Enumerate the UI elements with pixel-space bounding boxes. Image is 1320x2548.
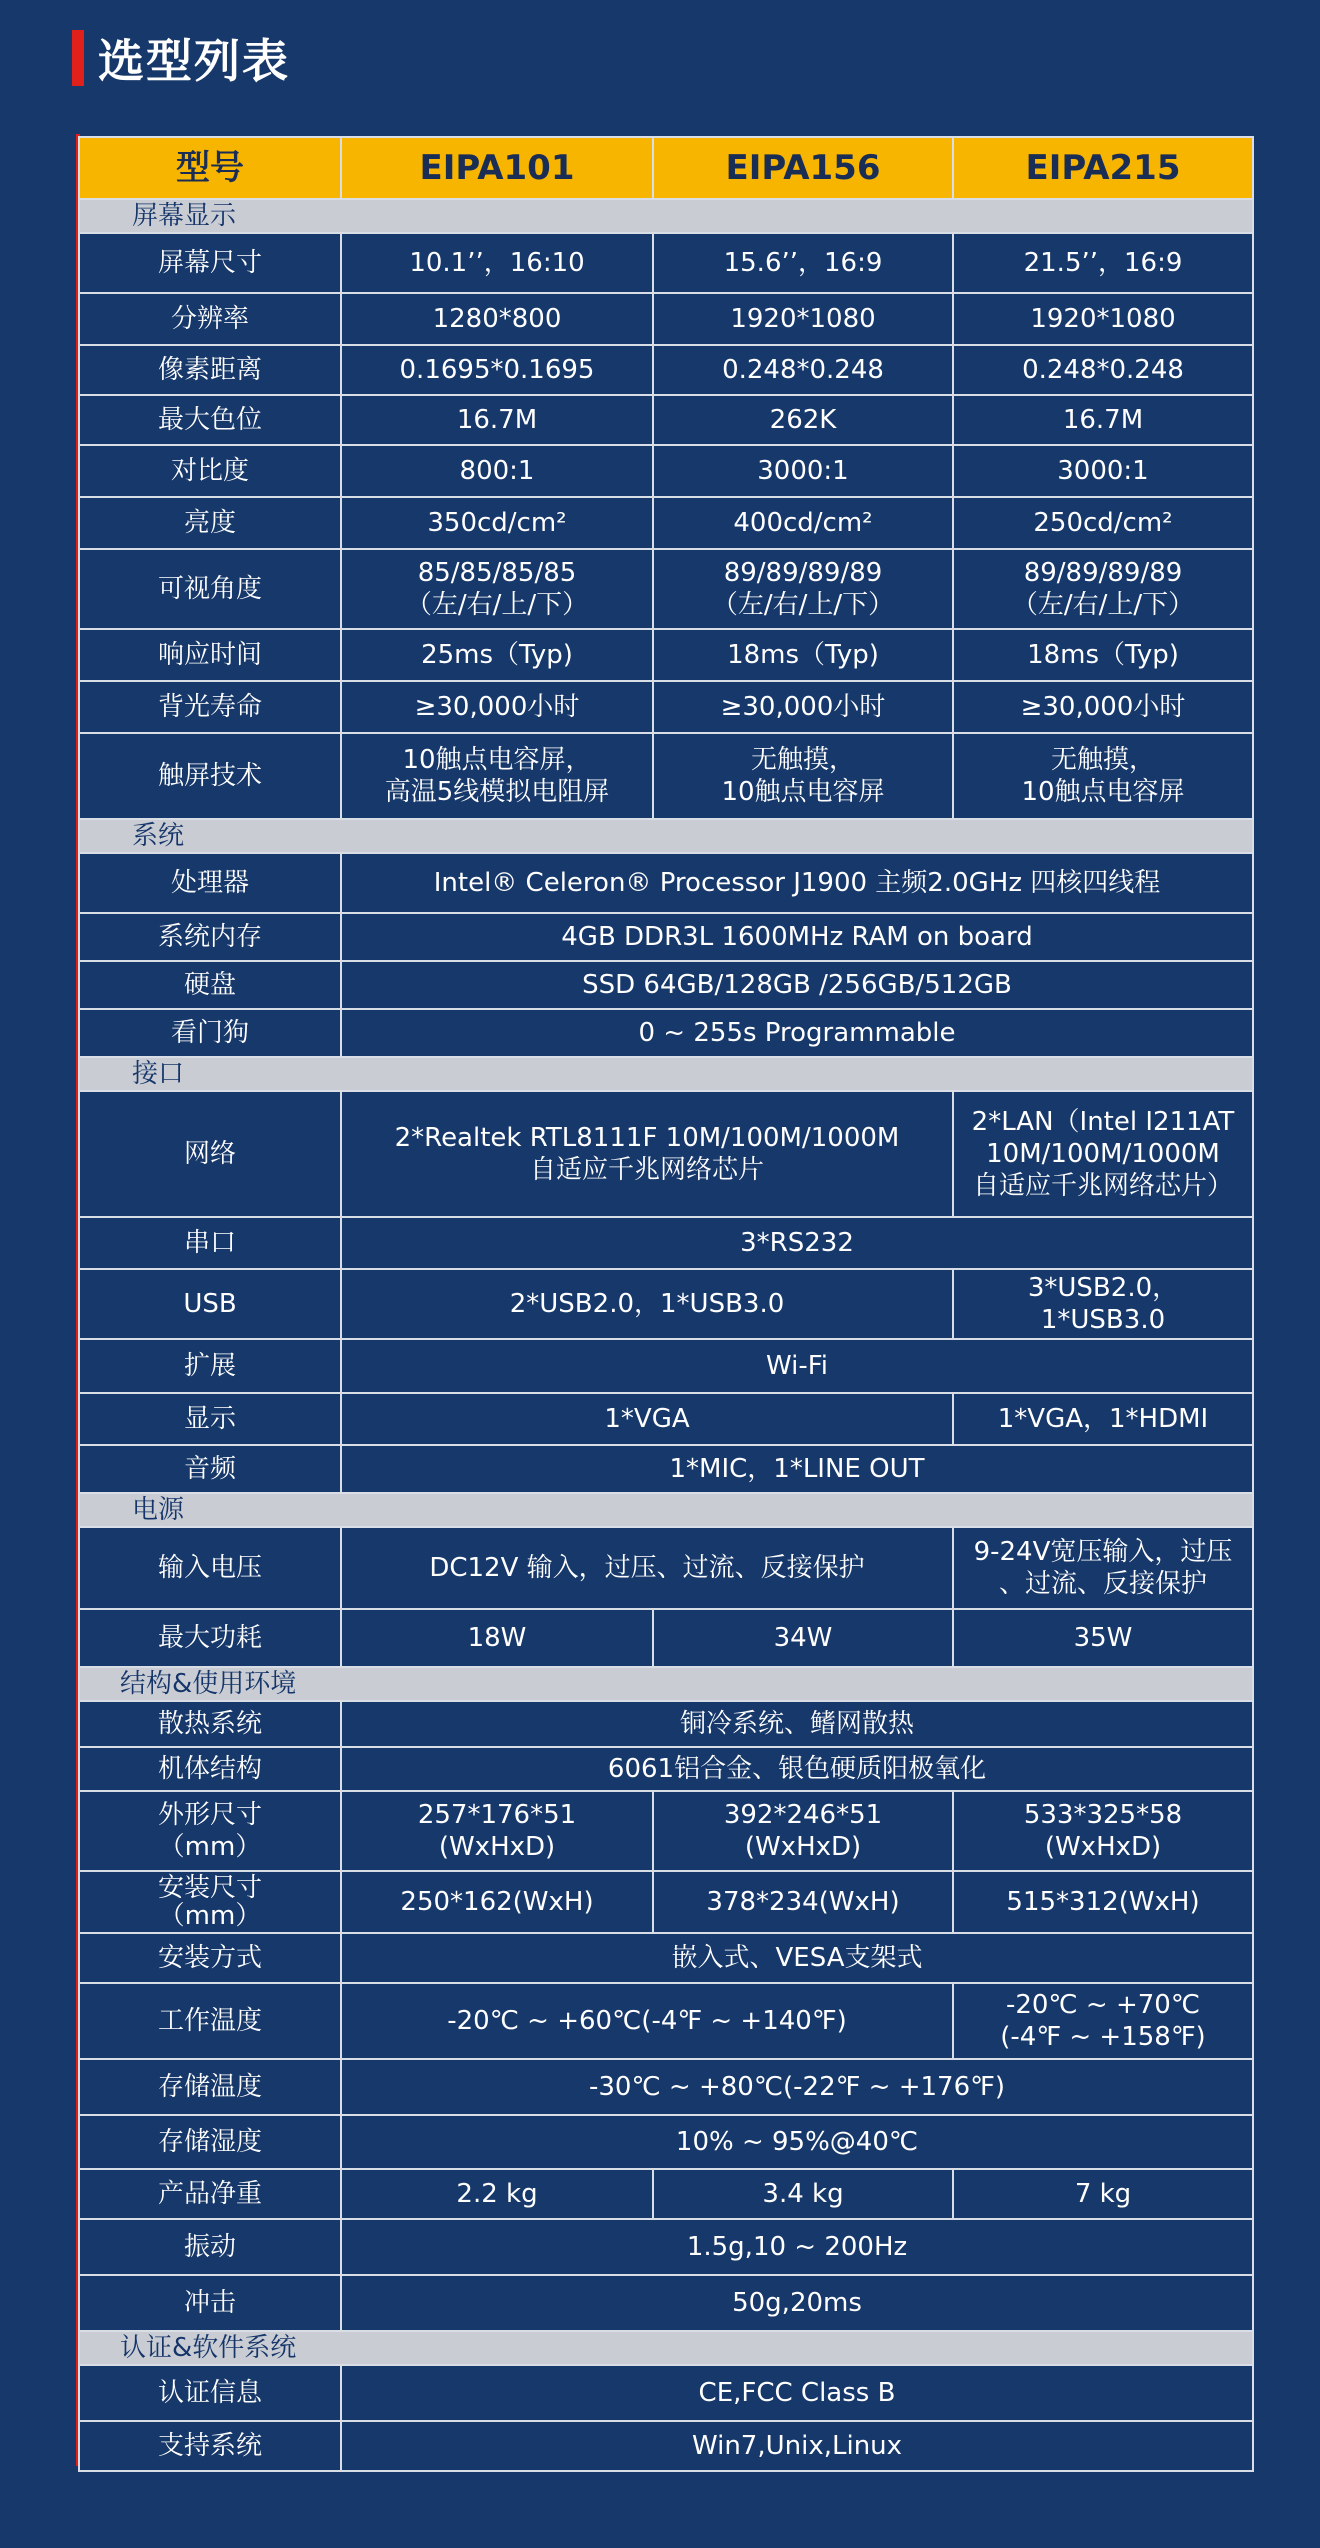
cell	[953, 1269, 1253, 1339]
cell-line: 1*USB3.0	[1040, 1305, 1166, 1335]
table-row	[79, 853, 1253, 913]
cell: 10% ~ 95%@40℃	[341, 2115, 1253, 2169]
section-cert: 认证&软件系统	[79, 2331, 1253, 2365]
table-row	[79, 233, 1253, 293]
cell-line: -20℃ ~ +70℃	[1005, 1990, 1201, 2020]
cell: 1.5g,10 ~ 200Hz	[341, 2219, 1253, 2275]
cell: 1280*800	[341, 293, 653, 345]
table-row	[79, 1791, 1253, 1871]
table-row	[79, 2219, 1253, 2275]
cell: 21.5’’，16:9	[953, 233, 1253, 293]
cell: Win7,Unix,Linux	[341, 2421, 1253, 2471]
cell: 嵌入式、VESA支架式	[341, 1933, 1253, 1983]
cell-line: 85/85/85/85	[417, 558, 577, 588]
table-row	[79, 1445, 1253, 1493]
row-label: 背光寿命	[79, 681, 341, 733]
cell: 18ms（Typ)	[953, 629, 1253, 681]
row-label: 机体结构	[79, 1747, 341, 1791]
cell	[653, 733, 953, 819]
cell: 7 kg	[953, 2169, 1253, 2219]
cell-line: 自适应千兆网络芯片）	[972, 1171, 1233, 1201]
cell: 35W	[953, 1609, 1253, 1667]
cell	[953, 1527, 1253, 1609]
row-label: 处理器	[79, 853, 341, 913]
table-row	[79, 497, 1253, 549]
row-label: 输入电压	[79, 1527, 341, 1609]
header-eipa101: EIPA101	[341, 137, 653, 199]
row-label: 振动	[79, 2219, 341, 2275]
cell	[953, 549, 1253, 629]
cell	[953, 1791, 1253, 1871]
cell: -20℃ ~ +60℃(-4℉ ~ +140℉)	[341, 1983, 953, 2059]
table-row	[79, 681, 1253, 733]
cell: 1920*1080	[953, 293, 1253, 345]
cell: 3.4 kg	[653, 2169, 953, 2219]
cell: Intel® Celeron® Processor J1900 主频2.0GHz 四核四线程	[341, 853, 1253, 913]
cell: 2*USB2.0，1*USB3.0	[341, 1269, 953, 1339]
row-label: 认证信息	[79, 2365, 341, 2421]
cell: 250cd/cm²	[953, 497, 1253, 549]
cell: 4GB DDR3L 1600MHz RAM on board	[341, 913, 1253, 961]
cell: ≥30,000小时	[653, 681, 953, 733]
cell: 1*VGA，1*HDMI	[953, 1393, 1253, 1445]
table-row	[79, 2365, 1253, 2421]
table-row	[79, 1091, 1253, 1217]
cell: ≥30,000小时	[953, 681, 1253, 733]
row-label: USB	[79, 1269, 341, 1339]
table-row	[79, 2169, 1253, 2219]
cell-line: 533*325*58	[1023, 1800, 1183, 1830]
row-label: 扩展	[79, 1339, 341, 1393]
table-row	[79, 395, 1253, 445]
cell: 0.248*0.248	[653, 345, 953, 395]
label-line: 外形尺寸	[157, 1800, 262, 1830]
section-interface: 接口	[79, 1057, 1253, 1091]
row-label	[79, 1791, 341, 1871]
label-line: （mm）	[158, 1901, 262, 1931]
cell-line: 10M/100M/1000M	[986, 1139, 1220, 1169]
cell: 0 ~ 255s Programmable	[341, 1009, 1253, 1057]
row-label	[79, 1871, 341, 1933]
cell: 378*234(WxH)	[653, 1871, 953, 1933]
cell: CE,FCC Class B	[341, 2365, 1253, 2421]
spec-table	[78, 136, 1254, 2472]
header-row	[79, 137, 1253, 199]
cell-line: 392*246*51	[723, 1800, 883, 1830]
cell: 10.1’’，16:10	[341, 233, 653, 293]
table-row	[79, 1983, 1253, 2059]
row-label: 产品净重	[79, 2169, 341, 2219]
cell: -30℃ ~ +80℃(-22℉ ~ +176℉)	[341, 2059, 1253, 2115]
cell: 400cd/cm²	[653, 497, 953, 549]
cell: 铜冷系统、鳍网散热	[341, 1701, 1253, 1747]
row-label: 最大功耗	[79, 1609, 341, 1667]
cell-line: 无触摸，	[750, 745, 855, 775]
cell: 3000:1	[953, 445, 1253, 497]
row-label: 对比度	[79, 445, 341, 497]
cell: 515*312(WxH)	[953, 1871, 1253, 1933]
row-label: 响应时间	[79, 629, 341, 681]
row-label: 存储湿度	[79, 2115, 341, 2169]
table-row	[79, 2421, 1253, 2471]
cell: 0.1695*0.1695	[341, 345, 653, 395]
row-label: 最大色位	[79, 395, 341, 445]
cell: 350cd/cm²	[341, 497, 653, 549]
cell-line: (WxHxD)	[1044, 1832, 1162, 1862]
cell	[953, 1091, 1253, 1217]
table-row	[79, 293, 1253, 345]
cell-line: 10触点电容屏，	[402, 745, 592, 775]
cell: 262K	[653, 395, 953, 445]
cell-line: 9-24V宽压输入，过压	[973, 1537, 1233, 1567]
row-label: 音频	[79, 1445, 341, 1493]
cell: 3*RS232	[341, 1217, 1253, 1269]
cell-line: （左/右/上/下）	[711, 590, 895, 620]
row-label: 存储温度	[79, 2059, 341, 2115]
row-label: 显示	[79, 1393, 341, 1445]
title-accent-bar	[72, 30, 84, 86]
row-label: 支持系统	[79, 2421, 341, 2471]
row-label: 亮度	[79, 497, 341, 549]
table-row	[79, 2275, 1253, 2331]
cell: DC12V 输入，过压、过流、反接保护	[341, 1527, 953, 1609]
label-line: （mm）	[158, 1832, 262, 1862]
table-row	[79, 1393, 1253, 1445]
table-row	[79, 961, 1253, 1009]
cell-line: (WxHxD)	[438, 1832, 556, 1862]
table-row	[79, 2115, 1253, 2169]
table-row	[79, 1747, 1253, 1791]
table-row	[79, 1871, 1253, 1933]
row-label: 散热系统	[79, 1701, 341, 1747]
label-line: 安装尺寸	[157, 1873, 262, 1903]
cell	[953, 1983, 1253, 2059]
cell: 1*MIC，1*LINE OUT	[341, 1445, 1253, 1493]
table-row	[79, 2059, 1253, 2115]
cell-line: (-4℉ ~ +158℉)	[1000, 2022, 1206, 2052]
page-title: 选型列表	[98, 34, 290, 88]
cell-line: （左/右/上/下）	[405, 590, 589, 620]
table-row	[79, 1269, 1253, 1339]
table-row	[79, 445, 1253, 497]
cell-line: 10触点电容屏	[721, 777, 885, 807]
header-eipa215: EIPA215	[953, 137, 1253, 199]
row-label: 工作温度	[79, 1983, 341, 2059]
table-row	[79, 1701, 1253, 1747]
table-row	[79, 913, 1253, 961]
cell: 1*VGA	[341, 1393, 953, 1445]
cell	[341, 1091, 953, 1217]
section-power: 电源	[79, 1493, 1253, 1527]
cell: 16.7M	[953, 395, 1253, 445]
cell: 800:1	[341, 445, 653, 497]
cell-line: 3*USB2.0，	[1027, 1273, 1179, 1303]
row-label: 网络	[79, 1091, 341, 1217]
table-row	[79, 733, 1253, 819]
cell: 1920*1080	[653, 293, 953, 345]
cell: 6061铝合金、银色硬质阳极氧化	[341, 1747, 1253, 1791]
cell	[341, 549, 653, 629]
header-eipa156: EIPA156	[653, 137, 953, 199]
table-row	[79, 1339, 1253, 1393]
cell: SSD 64GB/128GB /256GB/512GB	[341, 961, 1253, 1009]
cell: 50g,20ms	[341, 2275, 1253, 2331]
table-row	[79, 1609, 1253, 1667]
cell: 2.2 kg	[341, 2169, 653, 2219]
cell-line: 2*LAN（Intel I211AT	[971, 1107, 1235, 1137]
cell-line: （左/右/上/下）	[1011, 590, 1195, 620]
cell: 34W	[653, 1609, 953, 1667]
table-row	[79, 1009, 1253, 1057]
row-label: 像素距离	[79, 345, 341, 395]
cell: 25ms（Typ)	[341, 629, 653, 681]
table-row	[79, 1933, 1253, 1983]
cell: Wi-Fi	[341, 1339, 1253, 1393]
cell-line: 10触点电容屏	[1021, 777, 1185, 807]
row-label: 触屏技术	[79, 733, 341, 819]
cell: ≥30,000小时	[341, 681, 653, 733]
cell	[653, 1791, 953, 1871]
cell: 18W	[341, 1609, 653, 1667]
cell: 15.6’’，16:9	[653, 233, 953, 293]
header-model: 型号	[79, 137, 341, 199]
row-label: 可视角度	[79, 549, 341, 629]
cell-line: 89/89/89/89	[1023, 558, 1183, 588]
row-label: 安装方式	[79, 1933, 341, 1983]
cell-line: 2*Realtek RTL8111F 10M/100M/1000M	[394, 1123, 900, 1153]
table-row	[79, 1527, 1253, 1609]
cell: 0.248*0.248	[953, 345, 1253, 395]
cell	[653, 549, 953, 629]
cell: 16.7M	[341, 395, 653, 445]
cell-line: 高温5线模拟电阻屏	[384, 777, 610, 807]
row-label: 看门狗	[79, 1009, 341, 1057]
row-label: 屏幕尺寸	[79, 233, 341, 293]
row-label: 冲击	[79, 2275, 341, 2331]
table-row	[79, 549, 1253, 629]
table-row	[79, 1217, 1253, 1269]
table-row	[79, 629, 1253, 681]
cell-line: 自适应千兆网络芯片	[529, 1155, 764, 1185]
cell	[341, 733, 653, 819]
cell: 18ms（Typ)	[653, 629, 953, 681]
cell-line: 89/89/89/89	[723, 558, 883, 588]
cell: 3000:1	[653, 445, 953, 497]
page-title-block	[72, 28, 290, 88]
row-label: 硬盘	[79, 961, 341, 1009]
cell	[953, 733, 1253, 819]
row-label: 分辨率	[79, 293, 341, 345]
cell-line: 、过流、反接保护	[998, 1569, 1207, 1599]
cell: 250*162(WxH)	[341, 1871, 653, 1933]
cell	[341, 1791, 653, 1871]
section-display: 屏幕显示	[79, 199, 1253, 233]
cell-line: 无触摸，	[1050, 745, 1155, 775]
table-row	[79, 345, 1253, 395]
cell-line: (WxHxD)	[744, 1832, 862, 1862]
section-system: 系统	[79, 819, 1253, 853]
row-label: 串口	[79, 1217, 341, 1269]
section-structure: 结构&使用环境	[79, 1667, 1253, 1701]
row-label: 系统内存	[79, 913, 341, 961]
cell-line: 257*176*51	[417, 1800, 577, 1830]
